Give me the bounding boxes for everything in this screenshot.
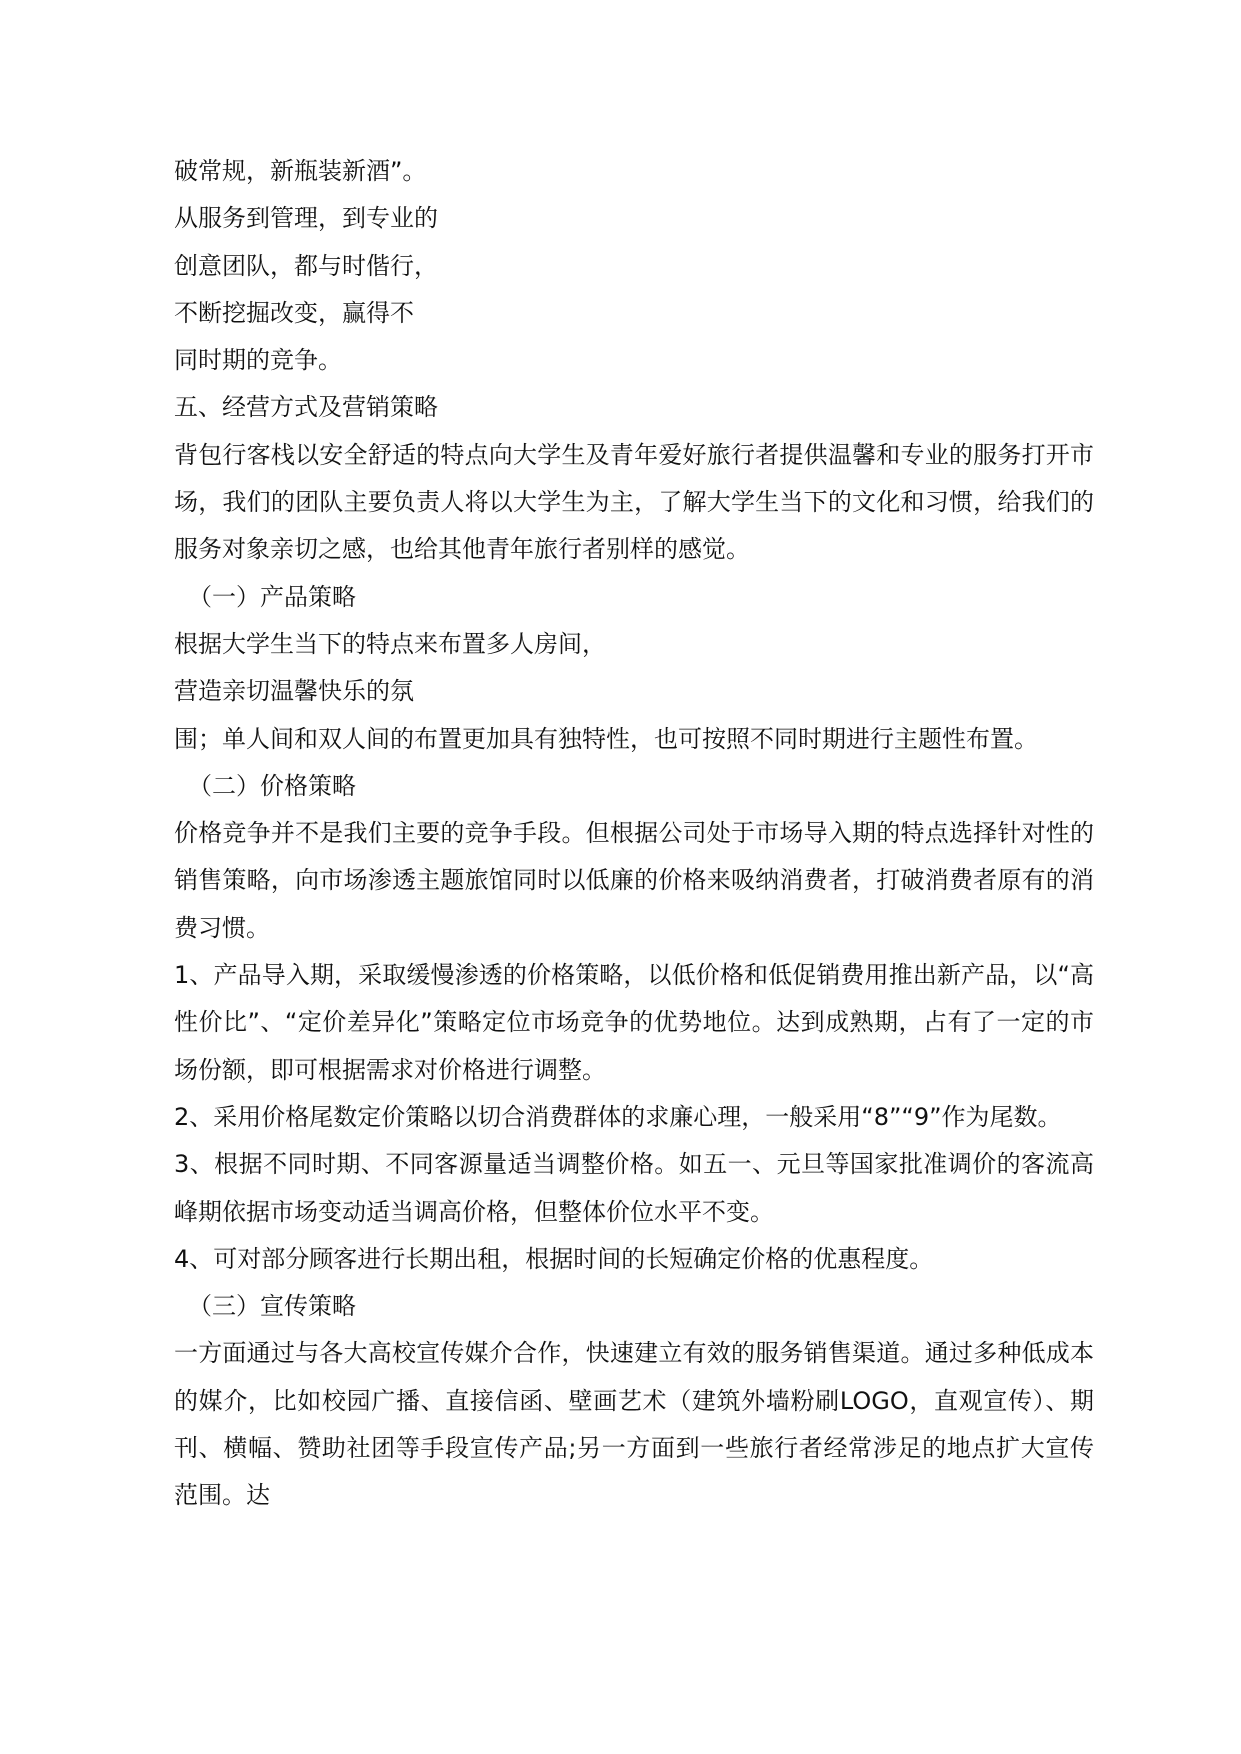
price-item-3: 3、根据不同时期、不同客源量适当调整价格。如五一、元旦等国家批准调价的客流高峰期依据市场变动适当调高价格，但整体价位水平不变。: [174, 1150, 1094, 1226]
document-body: [174, 148, 1094, 1520]
text-line: 破常规，新瓶装新酒”。: [174, 157, 427, 185]
price-item-1: 1、产品导入期，采取缓慢渗透的价格策略，以低价格和低促销费用推出新产品，以“高性价比”、“定价差异化”策略定位市场竞争的优势地位。达到成熟期，占有了一定的市场份额，即可根据需求对价格进行调整。: [174, 961, 1094, 1084]
promotion-strategy-heading: （三）宣传策略: [188, 1292, 356, 1321]
price-item-2: 2、采用价格尾数定价策略以切合消费群体的求廉心理，一般采用“8”“9”作为尾数。: [174, 1102, 1062, 1131]
text-line: 围；单人间和双人间的布置更加具有独特性，也可按照不同时期进行主题性布置。: [174, 724, 1038, 753]
text-line: 创意团队，都与时偕行，: [174, 251, 438, 280]
promotion-paragraph: 一方面通过与各大高校宣传媒介合作，快速建立有效的服务销售渠道。通过多种低成本的媒介，比如校园广播、直接信函、壁画艺术（建筑外墙粉刷LOGO，直观宣传）、期刊、横幅、赞助社团等手段宣传产品;另一方面到一些旅行者经常涉足的地点扩大宣传范围。达: [174, 1339, 1094, 1510]
section-heading: 五、经营方式及营销策略: [174, 393, 438, 422]
text-line: 不断挖掘改变，赢得不: [174, 298, 414, 327]
price-paragraph: 价格竞争并不是我们主要的竞争手段。但根据公司处于市场导入期的特点选择针对性的销售策略，向市场渗透主题旅馆同时以低廉的价格来吸纳消费者，打破消费者原有的消费习惯。: [174, 819, 1094, 942]
text-line: 根据大学生当下的特点来布置多人房间，: [174, 629, 606, 658]
text-line: 从服务到管理，到专业的: [174, 204, 438, 233]
intro-paragraph: 背包行客栈以安全舒适的特点向大学生及青年爱好旅行者提供温馨和专业的服务打开市场，我们的团队主要负责人将以大学生为主，了解大学生当下的文化和习惯，给我们的服务对象亲切之感，也给其他青年旅行者别样的感觉。: [174, 440, 1094, 564]
price-item-4: 4、可对部分顾客进行长期出租，根据时间的长短确定价格的优惠程度。: [174, 1244, 934, 1273]
text-line: 营造亲切温馨快乐的氛: [174, 677, 414, 706]
price-strategy-heading: （二）价格策略: [188, 771, 356, 800]
product-strategy-heading: （一）产品策略: [188, 582, 356, 611]
text-line: 同时期的竞争。: [174, 346, 342, 375]
